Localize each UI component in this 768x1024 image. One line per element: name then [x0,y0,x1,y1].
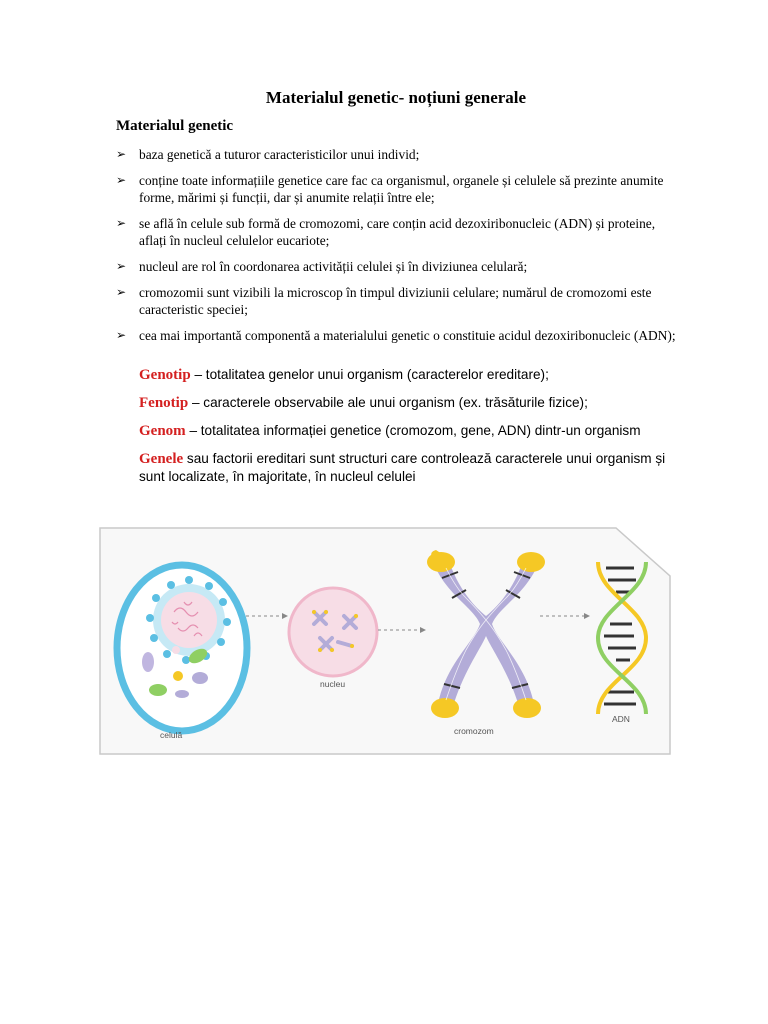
definition-term: Genotip [139,367,191,383]
definition-genotip [139,366,679,384]
chromosome-tip [513,698,541,718]
bullet-text: conține toate informațiile genetice care fac ca organismul, organele și celulele să prezinte anumite forme, mărimi și funcții, dar și anumite relații între ele; [139,173,664,205]
organelle [175,690,189,698]
arrowhead-bullet-icon: ➢ [116,328,127,342]
list-item [116,284,676,318]
organelle [149,684,167,696]
bullet-text: cea mai importantă componentă a materialului genetic o constituie acidul dezoxiribonucleic (ADN); [139,328,676,343]
cell-nucleus [161,592,217,648]
definition-genom [139,422,679,440]
label-chromosome: cromozom [454,726,494,736]
definition-text: – totalitatea genelor unui organism (caracterelor ereditare); [190,367,549,382]
organelle [142,652,154,672]
section-heading: Materialul genetic [116,118,234,134]
label-nucleus: nucleu [320,679,346,689]
definition-text: – caracterele observabile ale unui organism (ex. trăsăturile fizice); [188,395,588,410]
genetic-material-figure [96,524,674,758]
definition-term: Genele [139,451,184,467]
bullet-text: cromozomii sunt vizibili la microscop în timpul diviziunii celulare; numărul de cromozomi este caracteristic speciei; [139,285,652,317]
list-item [116,327,676,344]
definition-fenotip [139,394,679,412]
list-item [116,146,676,163]
chromosome-tip [431,698,459,718]
definition-genele [139,450,679,486]
arrowhead-bullet-icon: ➢ [116,285,127,299]
organelle [173,671,183,681]
bullet-text: nucleul are rol în coordonarea activității celulei și în diviziunea celulară; [139,259,528,274]
arrowhead-bullet-icon: ➢ [116,259,127,273]
organelle [172,646,180,654]
chromosome-tip [427,552,455,572]
bullet-text: se află în celule sub formă de cromozomi, care conțin acid dezoxiribonucleic (ADN) și proteine, aflați în nucleul celulelor eucariote; [139,216,656,248]
page-title: Materialul genetic- noțiuni generale [265,88,527,107]
definition-text: – totalitatea informației genetice (cromozom, gene, ADN) dintr-un organism [185,423,641,438]
definition-term: Fenotip [139,395,189,411]
organelle [192,672,208,684]
cell-illustration [117,565,247,731]
nucleus-body [289,588,377,676]
definition-text: sau factorii ereditari sunt structuri care controlează caracterele unui organism și sunt localizate, în majoritate, în nucleul celulei [139,451,666,484]
list-item [116,258,676,275]
arrowhead-bullet-icon: ➢ [116,216,127,230]
label-cell: celulă [160,730,183,740]
arrowhead-bullet-icon: ➢ [116,173,127,187]
list-item [116,172,676,206]
list-item [116,215,676,249]
arrowhead-bullet-icon: ➢ [116,147,127,161]
nucleus-illustration [289,588,377,676]
label-dna: ADN [612,714,630,724]
chromosome-tip [517,552,545,572]
definitions [139,366,679,496]
figure-illustration [96,524,674,758]
bullet-list [116,146,676,353]
definition-term: Genom [139,423,186,439]
bullet-text: baza genetică a tuturor caracteristicilor unui individ; [139,147,420,162]
